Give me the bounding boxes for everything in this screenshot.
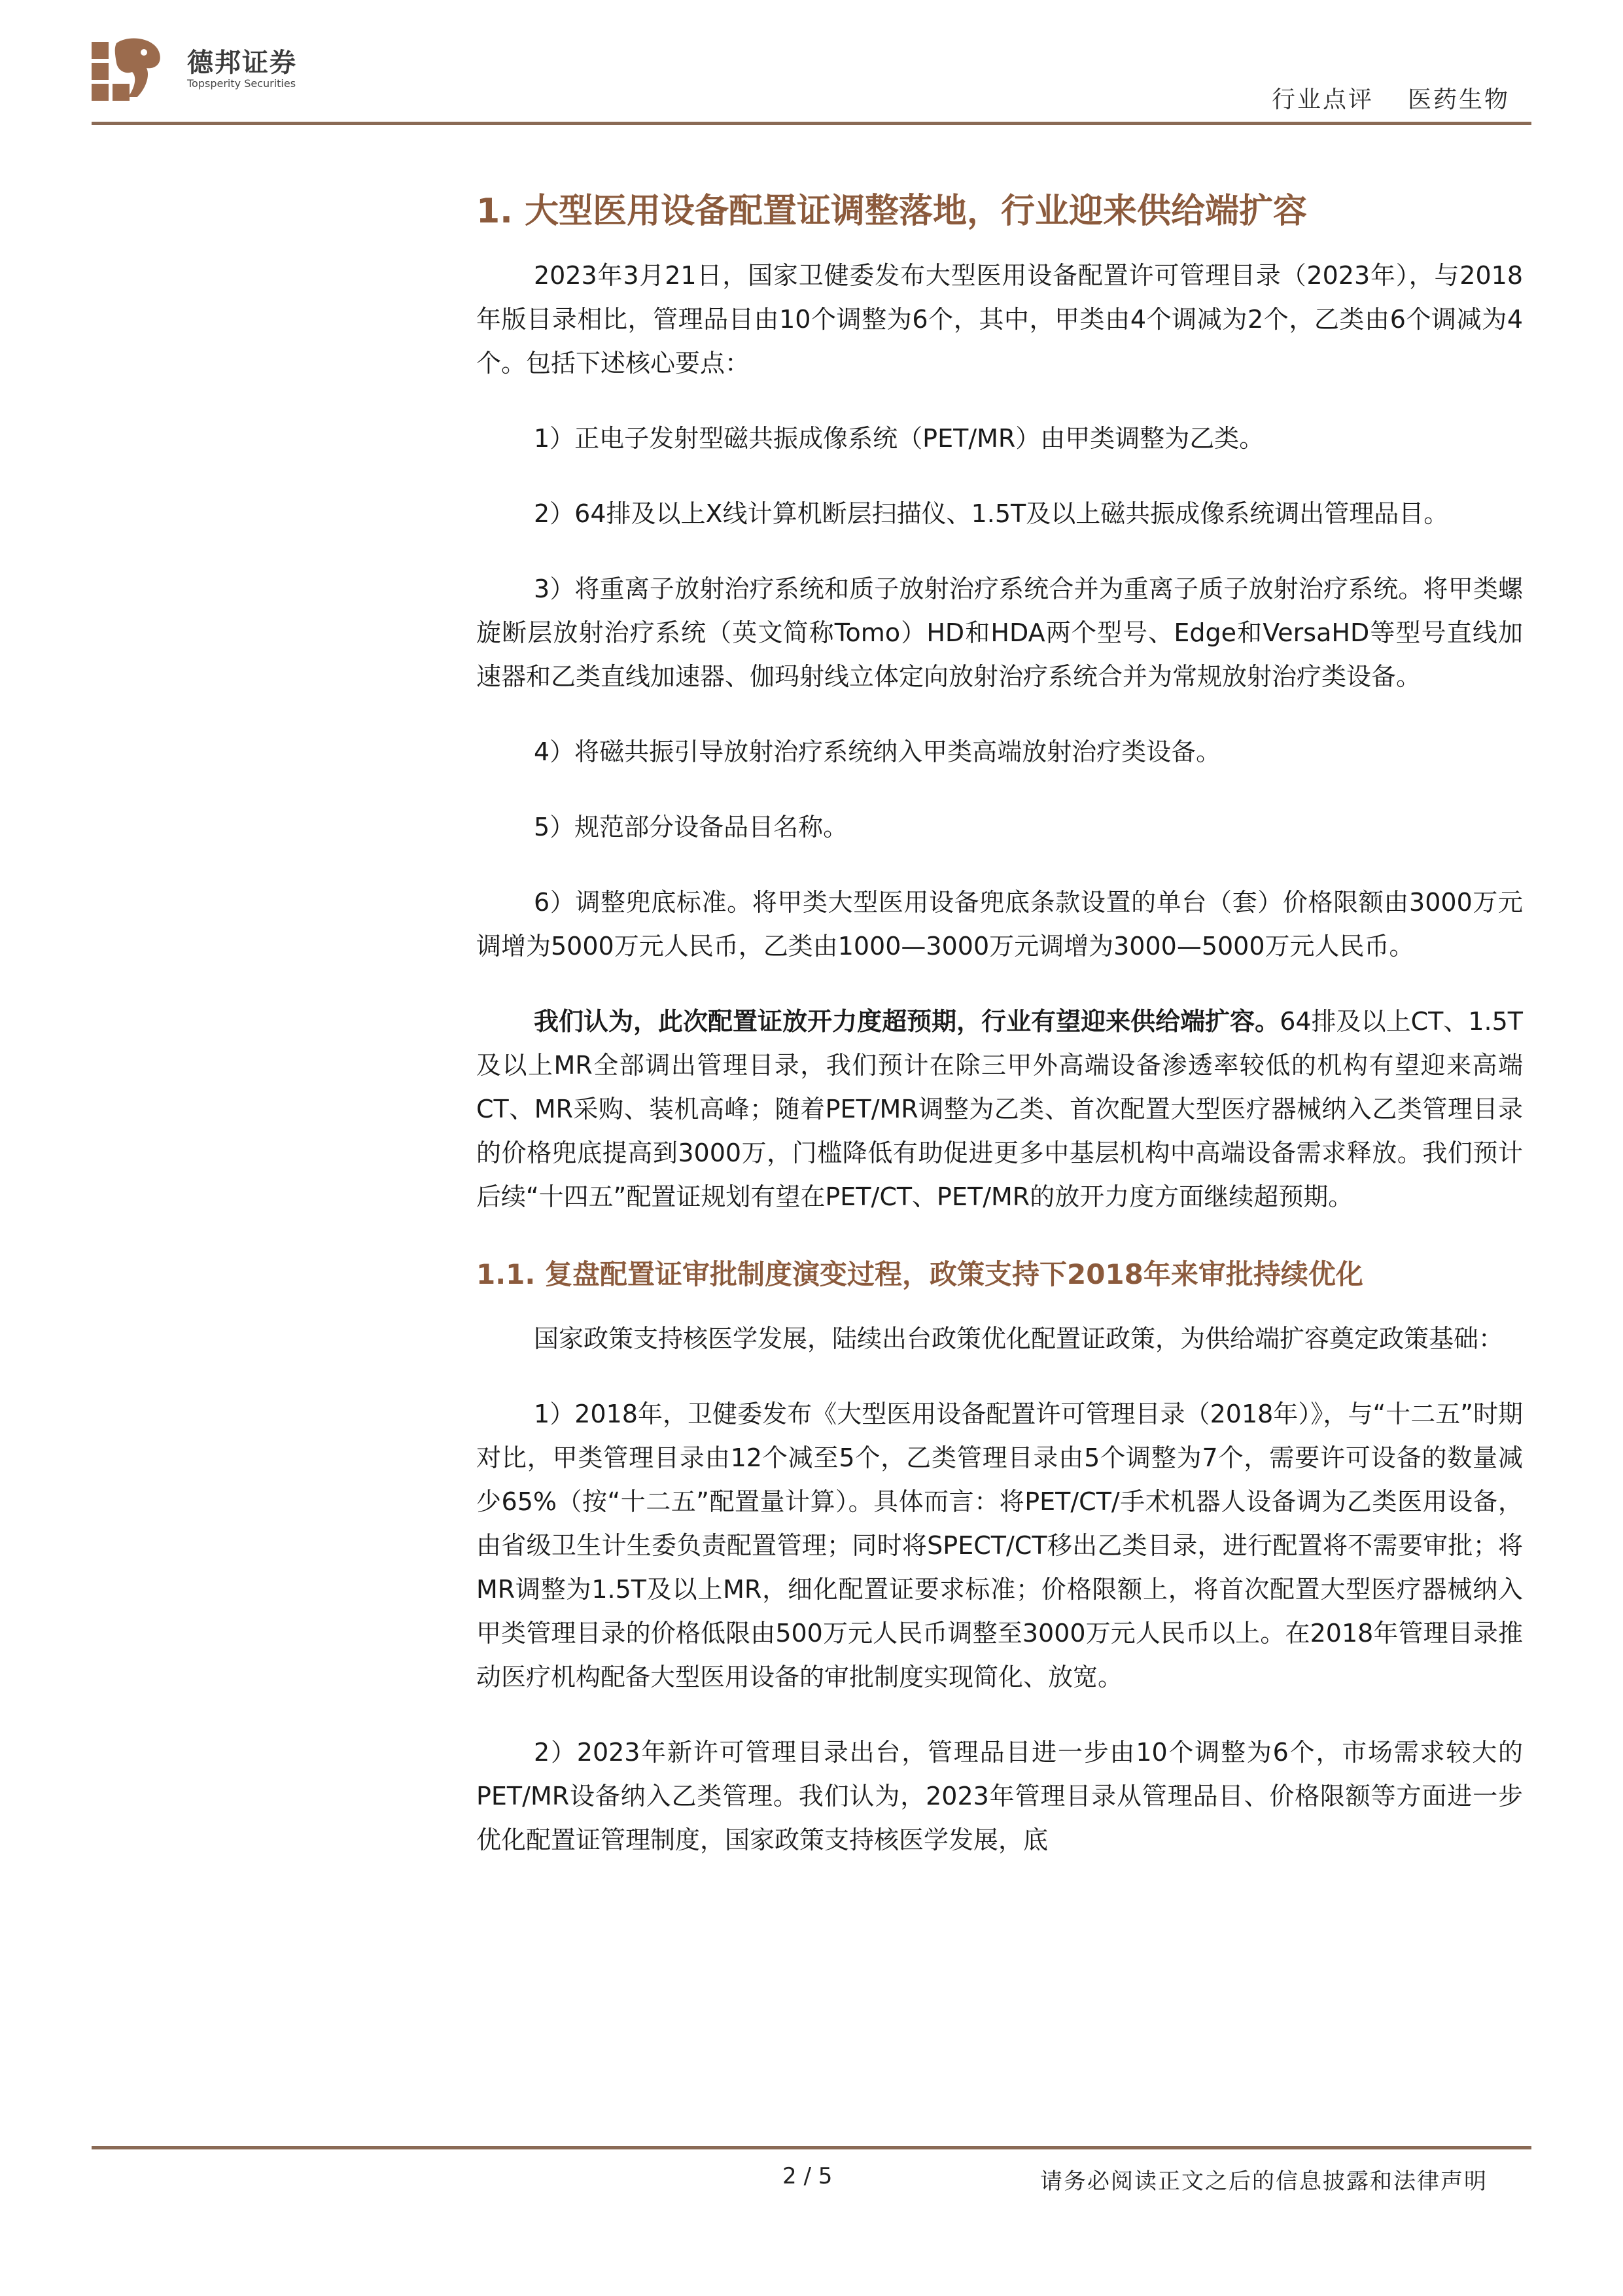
company-logo bbox=[92, 34, 321, 106]
sector-label: 医药生物 bbox=[1408, 86, 1510, 113]
main-content bbox=[476, 185, 1523, 1862]
legal-disclaimer: 请务必阅读正文之后的信息披露和法律声明 bbox=[1040, 2168, 1488, 2195]
brand-logo-icon bbox=[92, 34, 164, 106]
paragraph: 5）规范部分设备品目名称。 bbox=[534, 813, 848, 841]
header-divider bbox=[92, 122, 1531, 125]
section-1-heading: 1. 大型医用设备配置证调整落地，行业迎来供给端扩容 bbox=[476, 192, 1308, 231]
logo-name-cn: 德邦证券 bbox=[187, 48, 297, 78]
paragraph: 2023年3月21日，国家卫健委发布大型医用设备配置许可管理目录（2023年），与2018年版目录相比，管理品目由10个调整为6个，其中，甲类由4个调减为2个，乙类由6个调减为4个。包括下述核心要点： bbox=[476, 261, 1523, 378]
paragraph: 国家政策支持核医学发展，陆续出台政策优化配置证政策，为供给端扩容奠定政策基础： bbox=[534, 1324, 1504, 1353]
page-number: 2 / 5 bbox=[782, 2163, 833, 2189]
paragraph: 2）64排及以上X线计算机断层扫描仪、1.5T及以上磁共振成像系统调出管理品目。 bbox=[534, 499, 1449, 528]
view-statement-body: 64排及以上CT、1.5T及以上MR全部调出管理目录，我们预计在除三甲外高端设备渗透率较低的机构有望迎来高端CT、MR采购、装机高峰；随着PET/MR调整为乙类、首次配置大型医疗器械纳入乙类管理目录的价格兜底提高到3000万，门槛降低有助促进更多中基层机构中高端设备需求释放。我们预计后续“十四五”配置证规划有望在PET/CT、PET/MR的放开力度方面继续超预期。 bbox=[476, 1007, 1523, 1211]
paragraph: 4）将磁共振引导放射治疗系统纳入甲类高端放射治疗类设备。 bbox=[534, 737, 1221, 766]
footer-divider bbox=[92, 2146, 1531, 2149]
paragraph: 3）将重离子放射治疗系统和质子放射治疗系统合并为重离子质子放射治疗系统。将甲类螺旋断层放射治疗系统（英文简称Tomo）HD和HDA两个型号、Edge和VersaHD等型号直线加速器和乙类直线加速器、伽玛射线立体定向放射治疗系统合并为常规放射治疗类设备。 bbox=[476, 574, 1523, 691]
paragraph: 6）调整兜底标准。将甲类大型医用设备兜底条款设置的单台（套）价格限额由3000万元调增为5000万元人民币，乙类由1000—3000万元调增为3000—5000万元人民币。 bbox=[476, 888, 1523, 961]
view-statement-bold: 我们认为，此次配置证放开力度超预期，行业有望迎来供给端扩容。 bbox=[534, 1007, 1280, 1036]
report-type-label: 行业点评 bbox=[1272, 86, 1374, 113]
section-1-1-heading: 1.1. 复盘配置证审批制度演变过程，政策支持下2018年来审批持续优化 bbox=[476, 1258, 1363, 1290]
view-paragraph bbox=[476, 1000, 1523, 1219]
paragraph: 1）正电子发射型磁共振成像系统（PET/MR）由甲类调整为乙类。 bbox=[534, 424, 1265, 453]
paragraph: 1）2018年，卫健委发布《大型医用设备配置许可管理目录（2018年）》，与“十二五”时期对比，甲类管理目录由12个减至5个，乙类管理目录由5个调整为7个，需要许可设备的数量减少65%（按“十二五”配置量计算）。具体而言：将PET/CT/手术机器人设备调为乙类医用设备，由省级卫生计生委负责配置管理；同时将SPECT/CT移出乙类目录，进行配置将不需要审批；将MR调整为1.5T及以上MR，细化配置证要求标准；价格限额上，将首次配置大型医疗器械纳入甲类管理目录的价格低限由500万元人民币调整至3000万元人民币以上。在2018年管理目录推动医疗机构配备大型医用设备的审批制度实现简化、放宽。 bbox=[476, 1400, 1523, 1691]
logo-name-en: Topsperity Securities bbox=[187, 77, 296, 90]
paragraph: 2）2023年新许可管理目录出台，管理品目进一步由10个调整为6个，市场需求较大的PET/MR设备纳入乙类管理。我们认为，2023年管理目录从管理品目、价格限额等方面进一步优化配置证管理制度，国家政策支持核医学发展，底 bbox=[476, 1738, 1523, 1854]
